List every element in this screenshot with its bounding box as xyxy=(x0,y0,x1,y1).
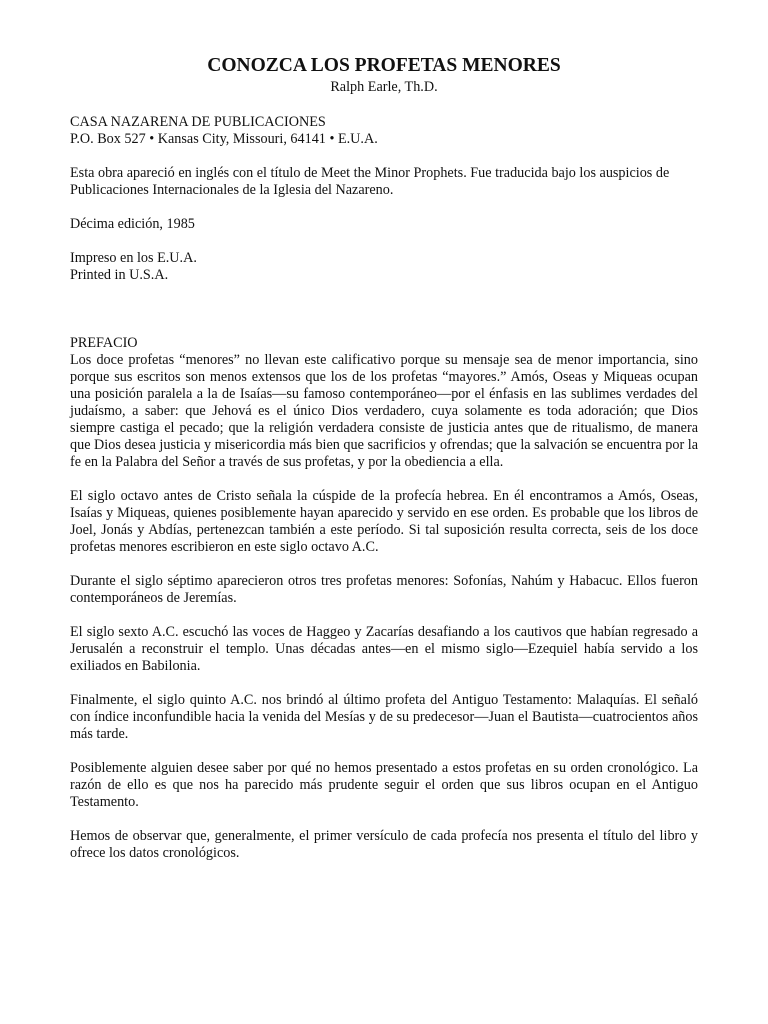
translation-note: Esta obra apareció en inglés con el título de Meet the Minor Prophets. Fue traducida bajo los auspicios de Publicaciones Internacionales de la Iglesia del Nazareno. xyxy=(70,165,670,198)
book-title: CONOZCA LOS PROFETAS MENORES xyxy=(207,55,561,76)
publisher-name: CASA NAZARENA DE PUBLICACIONES xyxy=(70,114,326,130)
preface-paragraph: El siglo octavo antes de Cristo señala la cúspide de la profecía hebrea. En él encontramos a Amós, Oseas, Isaías y Miqueas, quienes posiblemente hayan aparecido y servido en ese orden. Es probable que los libros de Joel, Jonás y Abdías, pertenezcan también a este período. Si tal suposición resulta correcta, seis de los doce profetas menores escribieron en este siglo octavo A.C. xyxy=(70,488,698,555)
printing-block xyxy=(70,250,698,284)
publisher-address: P.O. Box 527 • Kansas City, Missouri, 64141 • E.U.A. xyxy=(70,131,378,147)
printed-english: Printed in U.S.A. xyxy=(70,267,169,283)
preface-paragraph: El siglo sexto A.C. escuchó las voces de Haggeo y Zacarías desafiando a los cautivos que habían regresado a Jerusalén a reconstruir el templo. Unas décadas antes—en el mismo siglo—Ezequiel había servido a los exiliados en Babilonia. xyxy=(70,624,698,674)
preface-paragraph: Durante el siglo séptimo aparecieron otros tres profetas menores: Sofonías, Nahúm y Habacuc. Ellos fueron contemporáneos de Jeremías. xyxy=(70,573,698,606)
preface-paragraph: Hemos de observar que, generalmente, el primer versículo de cada profecía nos presenta el título del libro y ofrece los datos cronológicos. xyxy=(70,828,698,861)
preface-heading: PREFACIO xyxy=(70,335,138,351)
preface-paragraph: Los doce profetas “menores” no llevan este calificativo porque su mensaje sea de menor importancia, sino porque sus escritos son menos extensos que los de los profetas “mayores.” Amós, Oseas y Miqueas ocupan una posición paralela a la de Isaías—su famoso contemporáneo—por el énfasis en las sublimes verdades del judaísmo, a saber: que Jehová es el único Dios verdadero, cuya solamente es toda adoración; que Dios siempre castiga el pecado; que la religión verdadera consiste de justicia antes que de ritualismo, de manera que Dios desea justicia y misericordia más bien que sacrificios y ofrendas; que la salvación se encuentra por la fe en la Palabra del Señor a través de sus profetas, y por la obediencia a ella. xyxy=(70,352,698,470)
publisher-block xyxy=(70,114,698,148)
preface-paragraph: Finalmente, el siglo quinto A.C. nos brindó al último profeta del Antiguo Testamento: Malaquías. El señaló con índice inconfundible hacia la venida del Mesías y de su predecesor—Juan el Bautista—cuatrocientos años más tarde. xyxy=(70,692,698,742)
preface-section xyxy=(70,335,698,862)
document-page xyxy=(70,54,698,862)
preface-paragraph: Posiblemente alguien desee saber por qué no hemos presentado a estos profetas en su orden cronológico. La razón de ello es que nos ha parecido más prudente seguir el orden que sus libros ocupan en el Antiguo Testamento. xyxy=(70,760,698,810)
author-line: Ralph Earle, Th.D. xyxy=(330,79,438,95)
edition-line: Décima edición, 1985 xyxy=(70,216,195,232)
printed-spanish: Impreso en los E.U.A. xyxy=(70,250,197,266)
